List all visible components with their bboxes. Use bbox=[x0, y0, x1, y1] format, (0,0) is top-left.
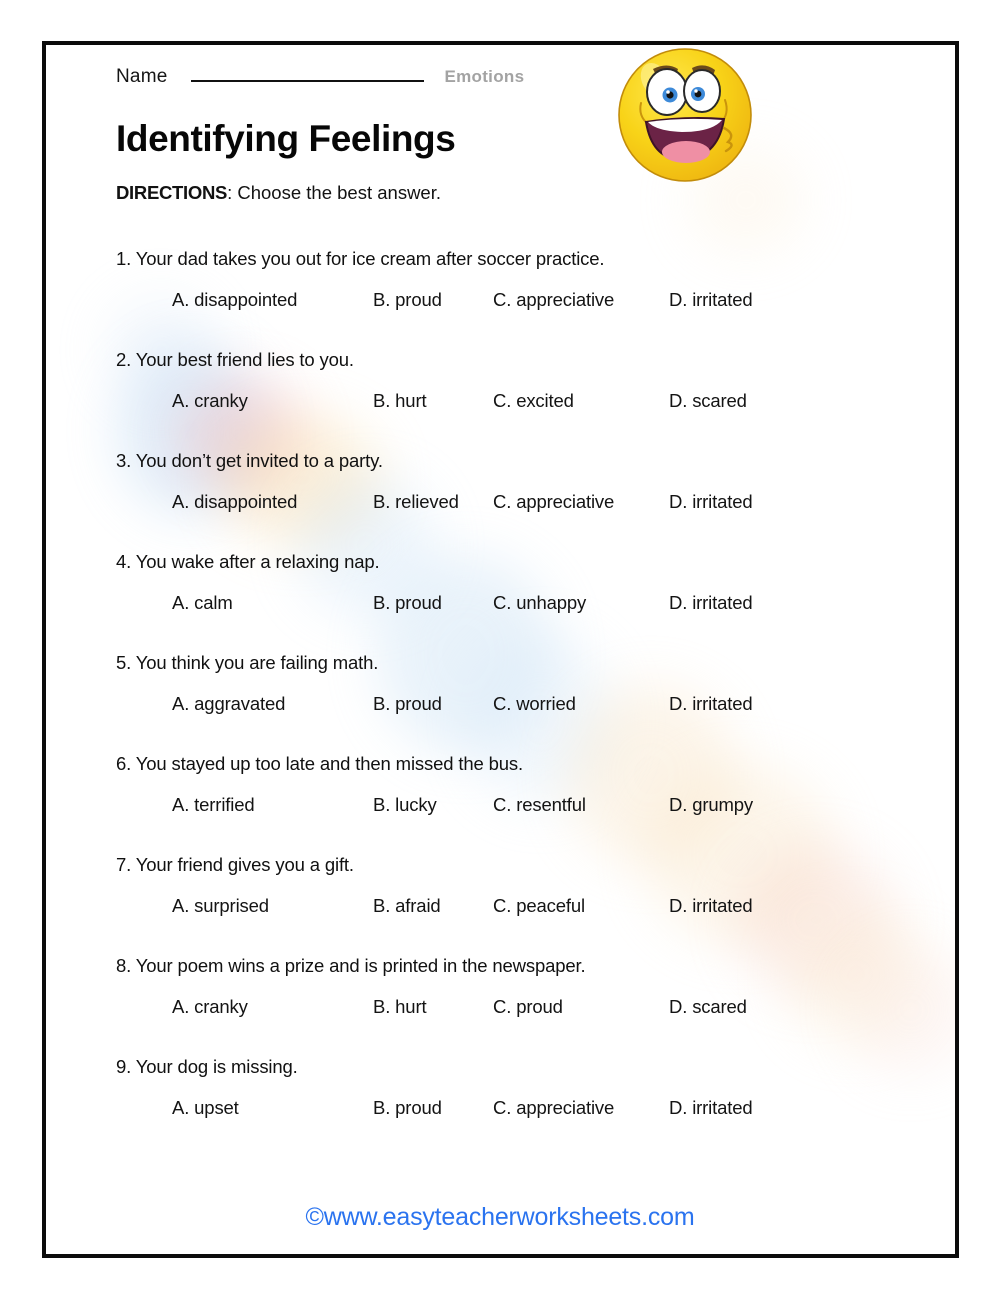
question-prompt: 8. Your poem wins a prize and is printed in the newspaper. bbox=[116, 955, 586, 976]
option-row bbox=[172, 693, 906, 717]
question-block bbox=[116, 955, 906, 1020]
option-d[interactable]: D. grumpy bbox=[669, 794, 753, 815]
question-prompt: 9. Your dog is missing. bbox=[116, 1056, 298, 1077]
option-a[interactable]: A. calm bbox=[172, 592, 233, 613]
question-prompt: 5. You think you are failing math. bbox=[116, 652, 379, 673]
option-d[interactable]: D. scared bbox=[669, 390, 747, 411]
option-row bbox=[172, 592, 906, 616]
option-b[interactable]: B. proud bbox=[373, 592, 442, 613]
option-b[interactable]: B. relieved bbox=[373, 491, 459, 512]
option-row bbox=[172, 794, 906, 818]
option-row bbox=[172, 491, 906, 515]
question-block bbox=[116, 248, 906, 313]
question-block bbox=[116, 854, 906, 919]
option-b[interactable]: B. hurt bbox=[373, 390, 427, 411]
option-a[interactable]: A. upset bbox=[172, 1097, 239, 1118]
footer-website-link[interactable]: ©www.easyteacherworksheets.com bbox=[305, 1203, 695, 1231]
option-a[interactable]: A. disappointed bbox=[172, 491, 298, 512]
option-c[interactable]: C. appreciative bbox=[493, 1097, 615, 1118]
option-b[interactable]: B. proud bbox=[373, 693, 442, 714]
option-b[interactable]: B. proud bbox=[373, 289, 442, 310]
option-b[interactable]: B. lucky bbox=[373, 794, 437, 815]
option-c[interactable]: C. excited bbox=[493, 390, 574, 411]
name-label: Name bbox=[116, 66, 168, 87]
smiley-face-icon bbox=[612, 42, 758, 188]
option-a[interactable]: A. disappointed bbox=[172, 289, 298, 310]
option-b[interactable]: B. proud bbox=[373, 1097, 442, 1118]
questions-list bbox=[116, 248, 906, 1157]
option-row bbox=[172, 996, 906, 1020]
directions-line bbox=[116, 182, 441, 204]
question-prompt: 4. You wake after a relaxing nap. bbox=[116, 551, 380, 572]
option-c[interactable]: C. peaceful bbox=[493, 895, 585, 916]
option-row bbox=[172, 1097, 906, 1121]
directions-label: DIRECTIONS bbox=[116, 182, 228, 203]
option-b[interactable]: B. afraid bbox=[373, 895, 441, 916]
option-d[interactable]: D. irritated bbox=[669, 491, 753, 512]
option-a[interactable]: A. surprised bbox=[172, 895, 269, 916]
subject-label: Emotions bbox=[444, 67, 525, 86]
option-d[interactable]: D. irritated bbox=[669, 693, 753, 714]
option-a[interactable]: A. aggravated bbox=[172, 693, 286, 714]
page-title: Identifying Feelings bbox=[116, 118, 456, 159]
option-c[interactable]: C. worried bbox=[493, 693, 576, 714]
option-row bbox=[172, 895, 906, 919]
option-c[interactable]: C. appreciative bbox=[493, 491, 615, 512]
option-a[interactable]: A. cranky bbox=[172, 390, 248, 411]
question-block bbox=[116, 753, 906, 818]
question-block bbox=[116, 1056, 906, 1121]
question-prompt: 7. Your friend gives you a gift. bbox=[116, 854, 354, 875]
question-prompt: 3. You don’t get invited to a party. bbox=[116, 450, 383, 471]
question-block bbox=[116, 349, 906, 414]
directions-text: : Choose the best answer. bbox=[227, 182, 441, 203]
option-d[interactable]: D. irritated bbox=[669, 1097, 753, 1118]
option-d[interactable]: D. irritated bbox=[669, 289, 753, 310]
option-d[interactable]: D. irritated bbox=[669, 895, 753, 916]
question-prompt: 1. Your dad takes you out for ice cream after soccer practice. bbox=[116, 248, 605, 269]
option-a[interactable]: A. cranky bbox=[172, 996, 248, 1017]
question-prompt: 2. Your best friend lies to you. bbox=[116, 349, 354, 370]
name-input-blank[interactable] bbox=[191, 62, 424, 82]
option-row bbox=[172, 289, 906, 313]
option-c[interactable]: C. resentful bbox=[493, 794, 586, 815]
option-row bbox=[172, 390, 906, 414]
option-d[interactable]: D. irritated bbox=[669, 592, 753, 613]
option-c[interactable]: C. unhappy bbox=[493, 592, 587, 613]
option-a[interactable]: A. terrified bbox=[172, 794, 255, 815]
question-block bbox=[116, 652, 906, 717]
option-c[interactable]: C. proud bbox=[493, 996, 563, 1017]
option-b[interactable]: B. hurt bbox=[373, 996, 427, 1017]
option-c[interactable]: C. appreciative bbox=[493, 289, 615, 310]
question-block bbox=[116, 450, 906, 515]
question-prompt: 6. You stayed up too late and then missed the bus. bbox=[116, 753, 523, 774]
question-block bbox=[116, 551, 906, 616]
option-d[interactable]: D. scared bbox=[669, 996, 747, 1017]
